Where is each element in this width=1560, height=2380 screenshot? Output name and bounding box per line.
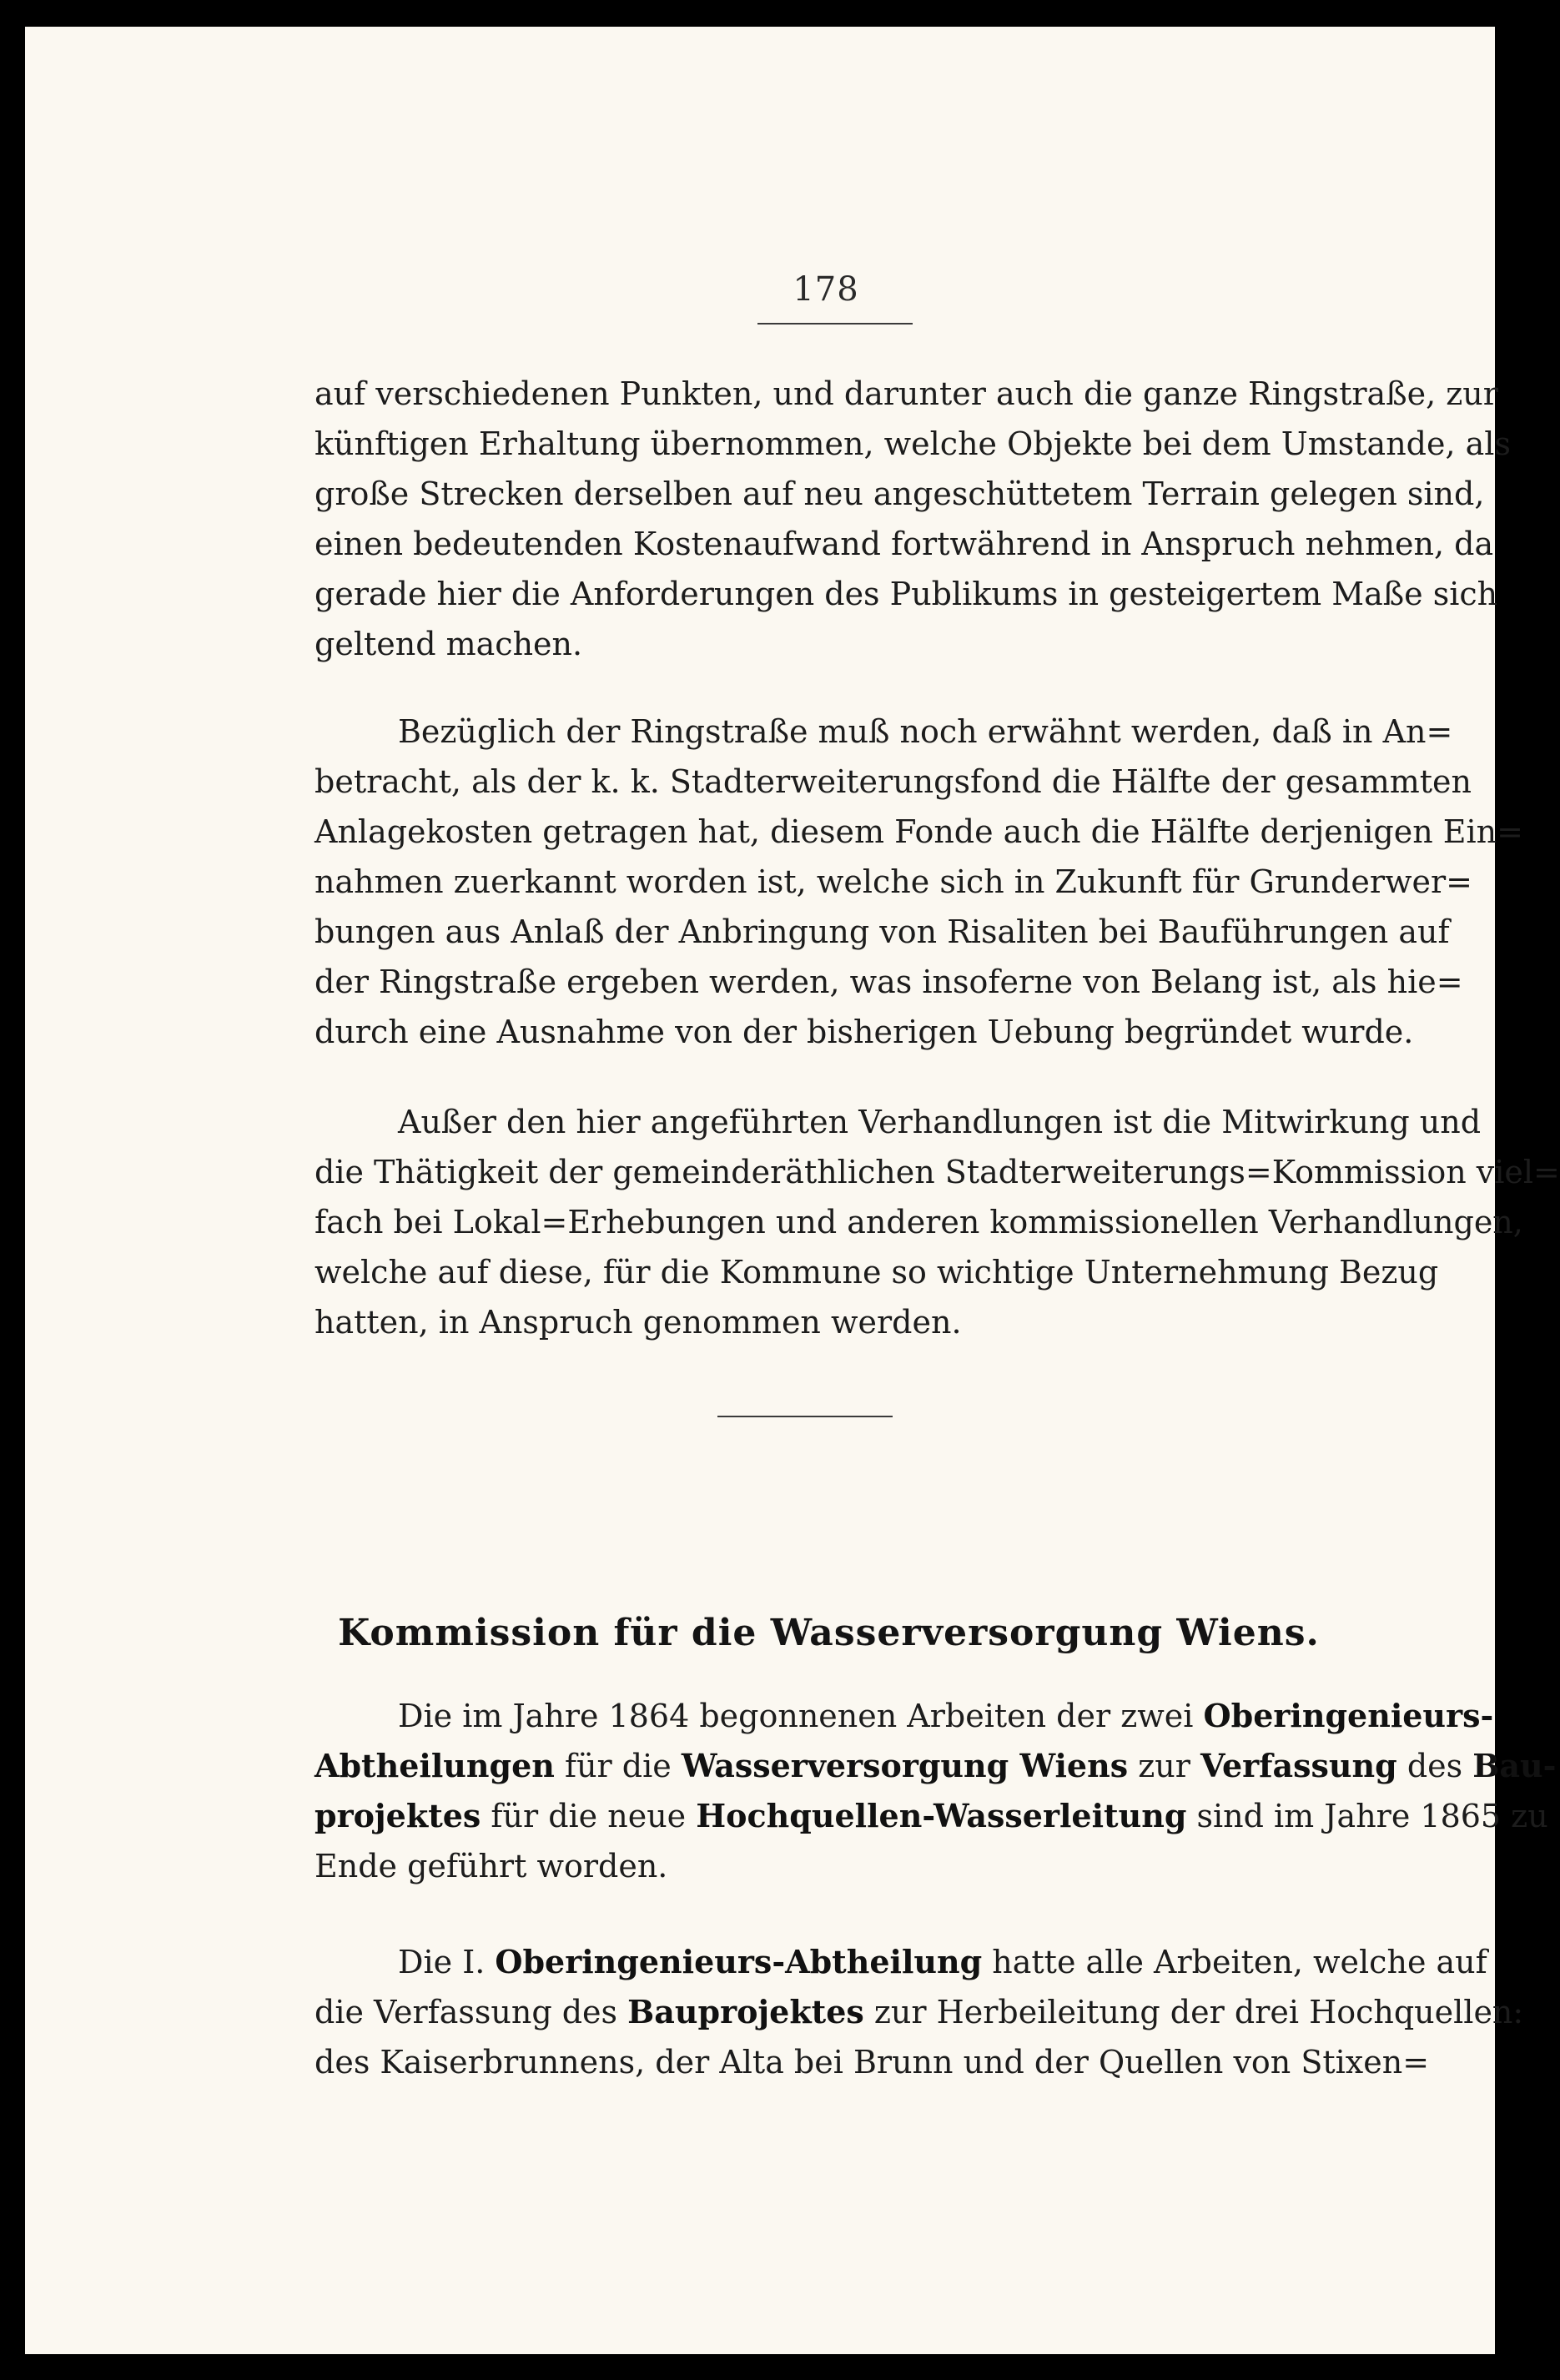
- paragraph-kommission: [315, 1097, 1560, 1347]
- section-divider: [717, 1416, 893, 1417]
- text-line: projektes für die neue Hochquellen-Wasserleitung sind im Jahre 1865 zu: [315, 1797, 1548, 1834]
- paragraph-abtheilung: [315, 1937, 1524, 2087]
- paragraph-ringstrasse: [315, 707, 1523, 1057]
- text-line: künftigen Erhaltung übernommen, welche Objekte bei dem Umstande, als: [315, 425, 1511, 462]
- text-line: Bezüglich der Ringstraße muß noch erwähnt werden, daß in An=: [398, 713, 1453, 750]
- text-line: große Strecken derselben auf neu angeschüttetem Terrain gelegen sind,: [315, 475, 1485, 512]
- text-line: fach bei Lokal=Erhebungen und anderen kommissionellen Verhandlungen,: [315, 1204, 1523, 1240]
- text-line: Ende geführt worden.: [315, 1848, 668, 1884]
- text-line: der Ringstraße ergeben werden, was insoferne von Belang ist, als hie=: [315, 964, 1463, 1000]
- paragraph-continuation: [315, 369, 1511, 669]
- text-line: gerade hier die Anforderungen des Publikums in gesteigertem Maße sich: [315, 576, 1498, 612]
- paragraph-wasserversorgung: [315, 1691, 1557, 1891]
- text-line: bungen aus Anlaß der Anbringung von Risaliten bei Bauführungen auf: [315, 913, 1450, 950]
- text-line: Abtheilungen für die Wasserversorgung Wiens zur Verfassung des Bau-: [315, 1747, 1557, 1784]
- text-line: auf verschiedenen Punkten, und darunter auch die ganze Ringstraße, zur: [315, 375, 1498, 412]
- section-heading: Kommission für die Wasserversorgung Wiens.: [338, 1612, 1320, 1654]
- text-line: Anlagekosten getragen hat, diesem Fonde auch die Hälfte derjenigen Ein=: [315, 813, 1523, 850]
- text-line: durch eine Ausnahme von der bisherigen Uebung begründet wurde.: [315, 1014, 1414, 1050]
- text-line: Außer den hier angeführten Verhandlungen ist die Mitwirkung und: [398, 1104, 1482, 1140]
- text-line: welche auf diese, für die Kommune so wichtige Unternehmung Bezug: [315, 1254, 1439, 1291]
- page-number-underline: [757, 323, 913, 325]
- text-line: Die I. Oberingenieurs-Abtheilung hatte alle Arbeiten, welche auf: [398, 1943, 1487, 1980]
- text-line: hatten, in Anspruch genommen werden.: [315, 1304, 962, 1341]
- text-line: betracht, als der k. k. Stadterweiterungsfond die Hälfte der gesammten: [315, 763, 1472, 800]
- text-line: die Thätigkeit der gemeinderäthlichen Stadterweiterungs=Kommission viel=: [315, 1154, 1560, 1190]
- text-line: geltend machen.: [315, 626, 583, 662]
- text-line: nahmen zuerkannt worden ist, welche sich in Zukunft für Grunderwer=: [315, 863, 1473, 900]
- text-line: die Verfassung des Bauprojektes zur Herbeileitung der drei Hochquellen:: [315, 1993, 1524, 2030]
- book-page: [25, 27, 1560, 2354]
- text-line: Die im Jahre 1864 begonnenen Arbeiten der zwei Oberingenieurs-: [398, 1697, 1494, 1734]
- text-line: des Kaiserbrunnens, der Alta bei Brunn und der Quellen von Stixen=: [315, 2044, 1430, 2081]
- text-line: einen bedeutenden Kostenaufwand fortwährend in Anspruch nehmen, da: [315, 526, 1494, 562]
- page-number: 178: [793, 270, 859, 309]
